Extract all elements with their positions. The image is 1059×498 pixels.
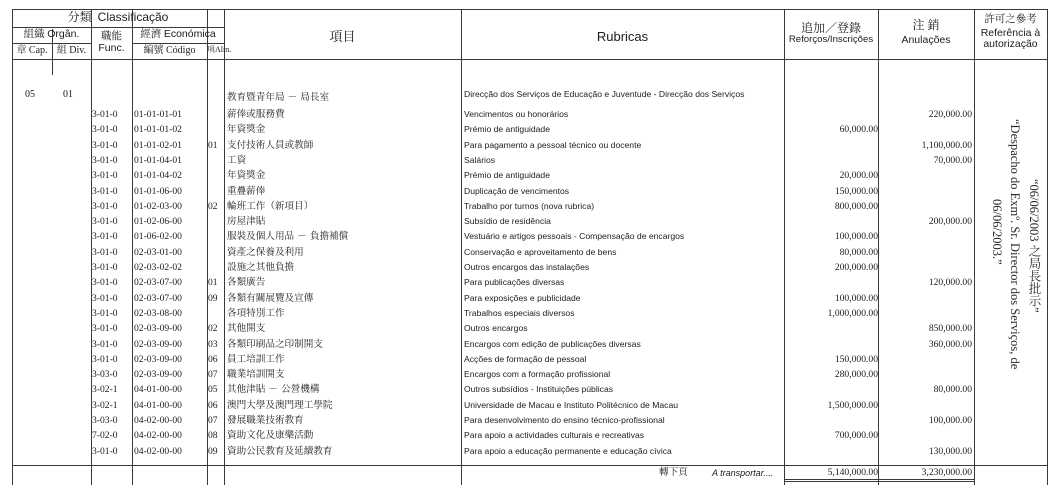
functional-code: 3-01-0 [92,109,118,120]
economic-code: 04-01-00-00 [134,384,182,396]
alinea-code: 06 [208,399,218,411]
anulacoes-header: 注 銷 Anulações [901,18,951,47]
reforcos-header: 追加／登錄 Reforços/Inscrições [788,21,874,46]
economic-code: 02-03-01-00 [134,246,182,258]
table-row [12,367,1048,382]
item-name-zh: 年資獎金 [227,124,266,136]
item-name-pt: Para pagamento a pessoal técnico ou docente [464,139,642,150]
alinea-code: 01 [208,277,218,289]
totals-label-zh: 轉下頁 [659,467,688,478]
reforco-amount: 20,000.00 [839,170,878,182]
economic-code: 01-01-06-00 [134,185,182,197]
item-name-pt: Acções de formação de pessoal [464,353,587,364]
item-name-pt: Outros encargos [464,323,528,334]
economic-code: 02-03-09-00 [134,353,182,365]
table-row [12,153,1048,168]
section-name-zh: 教育暨青年局 － 局長室 [227,92,330,103]
economic-code: 01-01-02-01 [134,139,182,151]
table-row [12,199,1048,214]
table-row [12,260,1048,275]
functional-code: 3-02-1 [92,399,118,411]
alinea-code: 05 [208,384,218,396]
funcional-header: 職能 Func. [98,31,125,54]
economic-code: 01-06-02-00 [134,231,182,243]
reforco-amount: 1,500,000.00 [827,399,878,411]
item-name-pt: Outros encargos das instalações [464,262,590,272]
table-row [12,291,1048,306]
totals-anulacoes: 3,230,000.00 [921,467,972,478]
item-name-zh: 其他津貼 － 公營機構 [227,384,320,396]
item-name-zh: 澳門大學及澳門理工學院 [227,399,333,411]
table-row [12,122,1048,137]
reforco-amount: 700,000.00 [834,430,878,442]
economic-code: 01-02-03-00 [134,200,182,212]
table-row [12,382,1048,397]
functional-code: 3-01-0 [92,292,118,304]
alinea-code: 01 [208,139,218,151]
budget-table [12,9,1048,485]
item-name-zh: 工資 [227,154,247,166]
anulacao-amount: 200,000.00 [928,216,972,228]
item-name-pt: Prémio de antiguidade [464,124,550,135]
item-name-pt: Para apoio a actividades culturais e recreativas [464,430,645,441]
item-name-zh: 職業培訓開支 [227,369,285,381]
item-name-zh: 重疊薪俸 [227,185,266,197]
functional-code: 7-02-0 [92,430,118,442]
functional-code: 3-01-0 [92,353,118,365]
economic-code: 01-01-01-02 [134,124,182,136]
authorization-note [977,119,1047,419]
anulacao-amount: 1,100,000.00 [921,139,972,151]
economica-header: 經濟 Económica [140,28,216,40]
functional-code: 3-02-1 [92,384,118,396]
totals-reforcos: 5,140,000.00 [827,467,878,478]
reforco-amount: 60,000.00 [839,124,878,136]
table-row [12,184,1048,199]
alinea-code: 07 [208,415,218,426]
alinea-code: 09 [208,292,218,304]
item-name-pt: Para publicações diversas [464,277,565,288]
functional-code: 3-03-0 [92,415,118,426]
anulacao-amount: 80,000.00 [933,384,972,396]
item-name-zh: 資產之保養及利用 [227,246,304,258]
authorization-line3: 06/06/2003.” [990,199,1004,265]
item-name-zh: 服裝及個人用品 － 負擔補償 [227,231,349,243]
item-name-zh: 員工培訓工作 [227,353,285,365]
authorization-header: 許可之參考 Referência à autorização [980,14,1041,51]
functional-code: 3-01-0 [92,338,118,350]
functional-code: 3-01-0 [92,231,118,243]
reforco-amount: 1,000,000.00 [827,307,878,319]
alinea-code: 09 [208,445,218,457]
item-name-pt: Para exposições e publicidade [464,292,581,303]
economic-code: 02-03-07-00 [134,292,182,304]
economic-code: 04-02-00-00 [134,415,182,426]
item-name-zh: 其他開支 [227,323,266,335]
anulacao-amount: 130,000.00 [928,445,972,457]
anulacao-amount: 850,000.00 [928,323,972,335]
section-div: 01 [63,89,73,100]
table-row [12,214,1048,229]
table-row [12,428,1048,443]
functional-code: 3-01-0 [92,200,118,212]
item-name-pt: Para apoio a educação permanente e educação cívica [464,445,672,456]
section-name-pt: Direcção dos Serviços de Educação e Juventude - Direcção dos Serviços [464,89,745,99]
economic-code: 02-03-09-00 [134,338,182,350]
anulacao-amount: 120,000.00 [928,277,972,289]
table-row [12,138,1048,153]
item-name-zh: 發展職業技術教育 [227,415,304,426]
functional-code: 3-01-0 [92,124,118,136]
economic-code: 02-03-09-00 [134,323,182,335]
reforco-amount: 200,000.00 [834,262,878,273]
economic-code: 04-02-00-00 [134,430,182,442]
reforco-amount: 800,000.00 [834,200,878,212]
alinea-header: 項Alín. [207,45,232,54]
table-row [12,107,1048,122]
functional-code: 3-03-0 [92,369,118,381]
item-name-zh: 房屋津貼 [227,216,266,228]
classification-zh: 分類 [67,10,92,24]
item-name-pt: Outros subsídios - Instituições públicas [464,384,614,395]
alinea-code: 03 [208,338,218,350]
economic-code: 02-03-08-00 [134,307,182,319]
section-cap: 05 [25,89,35,100]
table-row [12,352,1048,367]
item-name-zh: 輪班工作（新項目） [227,200,314,212]
anulacao-amount: 360,000.00 [928,338,972,350]
table-row [12,413,1048,428]
item-name-zh: 資助文化及康樂活動 [227,430,314,442]
table-row [12,245,1048,260]
table-row [12,444,1048,459]
reforco-amount: 80,000.00 [839,246,878,258]
item-name-pt: Para desenvolvimento do ensino técnico-profissional [464,415,665,425]
anulacao-amount: 100,000.00 [928,415,972,426]
reforco-amount: 150,000.00 [834,185,878,197]
organica-header: 組織 Orgân. [23,28,80,40]
totals-label-pt: A transportar.... [712,468,774,478]
item-name-zh: 年資獎金 [227,170,266,182]
economic-code: 04-01-00-00 [134,399,182,411]
functional-code: 3-01-0 [92,277,118,289]
functional-code: 3-01-0 [92,154,118,166]
functional-code: 3-01-0 [92,445,118,457]
functional-code: 3-01-0 [92,246,118,258]
table-row [12,321,1048,336]
table-row [12,337,1048,352]
functional-code: 3-01-0 [92,216,118,228]
item-name-zh: 薪俸或服務費 [227,109,285,120]
item-name-pt: Salários [464,154,496,165]
functional-code: 3-01-0 [92,185,118,197]
item-name-pt: Vencimentos ou honorários [464,109,569,119]
rubricas-header: Rubricas [596,29,649,44]
classification-header [12,11,224,24]
economic-code: 01-01-04-01 [134,154,182,166]
item-name-zh: 各項特別工作 [227,307,285,319]
table-row [12,306,1048,321]
functional-code: 3-01-0 [92,139,118,151]
economic-code: 02-03-02-02 [134,262,182,273]
item-name-pt: Encargos com a formação profissional [464,369,611,380]
item-name-pt: Encargos com edição de publicações diversas [464,338,641,349]
item-name-pt: Vestuário e artigos pessoais - Compensação de encargos [464,231,685,242]
economic-code: 04-02-00-00 [134,445,182,457]
functional-code: 3-01-0 [92,323,118,335]
item-name-pt: Prémio de antiguidade [464,170,550,181]
item-name-pt: Duplicação de vencimentos [464,185,570,196]
table-row [12,275,1048,290]
alinea-code: 08 [208,430,218,442]
item-name-zh: 設施之其他負擔 [227,262,295,273]
item-name-zh: 支付技術人員或教師 [227,139,314,151]
item-name-pt: Universidade de Macau e Instituto Politécnico de Macau [464,399,679,410]
item-name-zh: 各類印刷品之印制開支 [227,338,323,350]
table-row [12,398,1048,413]
classification-pt: Classificação [97,10,169,24]
alinea-code: 02 [208,200,218,212]
divisao-header: 組 Div. [56,45,87,56]
anulacao-amount: 70,000.00 [933,154,972,166]
functional-code: 3-01-0 [92,262,118,273]
capitulo-header: 章 Cap. [16,45,48,56]
functional-code: 3-01-0 [92,170,118,182]
authorization-line2: “Despacho do Exmº. Sr. Director dos Serviços, de [1008,119,1022,370]
authorization-line1: “06/06/2003 之局長批示” [1027,179,1041,313]
item-name-zh: 資助公民教育及延續教育 [227,445,333,457]
item-name-pt: Trabalho por turnos (nova rubrica) [464,200,595,211]
alinea-code: 06 [208,353,218,365]
item-name-pt: Subsídio de residência [464,216,551,227]
table-row [12,229,1048,244]
economic-code: 01-02-06-00 [134,216,182,228]
economic-code: 01-01-04-02 [134,170,182,182]
item-name-zh: 各類廣告 [227,277,266,289]
alinea-code: 07 [208,369,218,381]
item-name-pt: Trabalhos especiais diversos [464,307,575,318]
items-zh-header: 項目 [329,29,356,44]
economic-code: 02-03-09-00 [134,369,182,381]
alinea-code: 02 [208,323,218,335]
anulacao-amount: 220,000.00 [928,109,972,120]
table-row [12,168,1048,183]
reforco-amount: 150,000.00 [834,353,878,365]
item-name-pt: Conservação e aproveitamento de bens [464,246,617,257]
item-name-zh: 各類有關展覽及宣傳 [227,292,314,304]
functional-code: 3-01-0 [92,307,118,319]
codigo-header: 編號 Código [143,45,196,56]
economic-code: 01-01-01-01 [134,109,182,120]
reforco-amount: 100,000.00 [834,292,878,304]
reforco-amount: 280,000.00 [834,369,878,381]
economic-code: 02-03-07-00 [134,277,182,289]
reforco-amount: 100,000.00 [834,231,878,243]
